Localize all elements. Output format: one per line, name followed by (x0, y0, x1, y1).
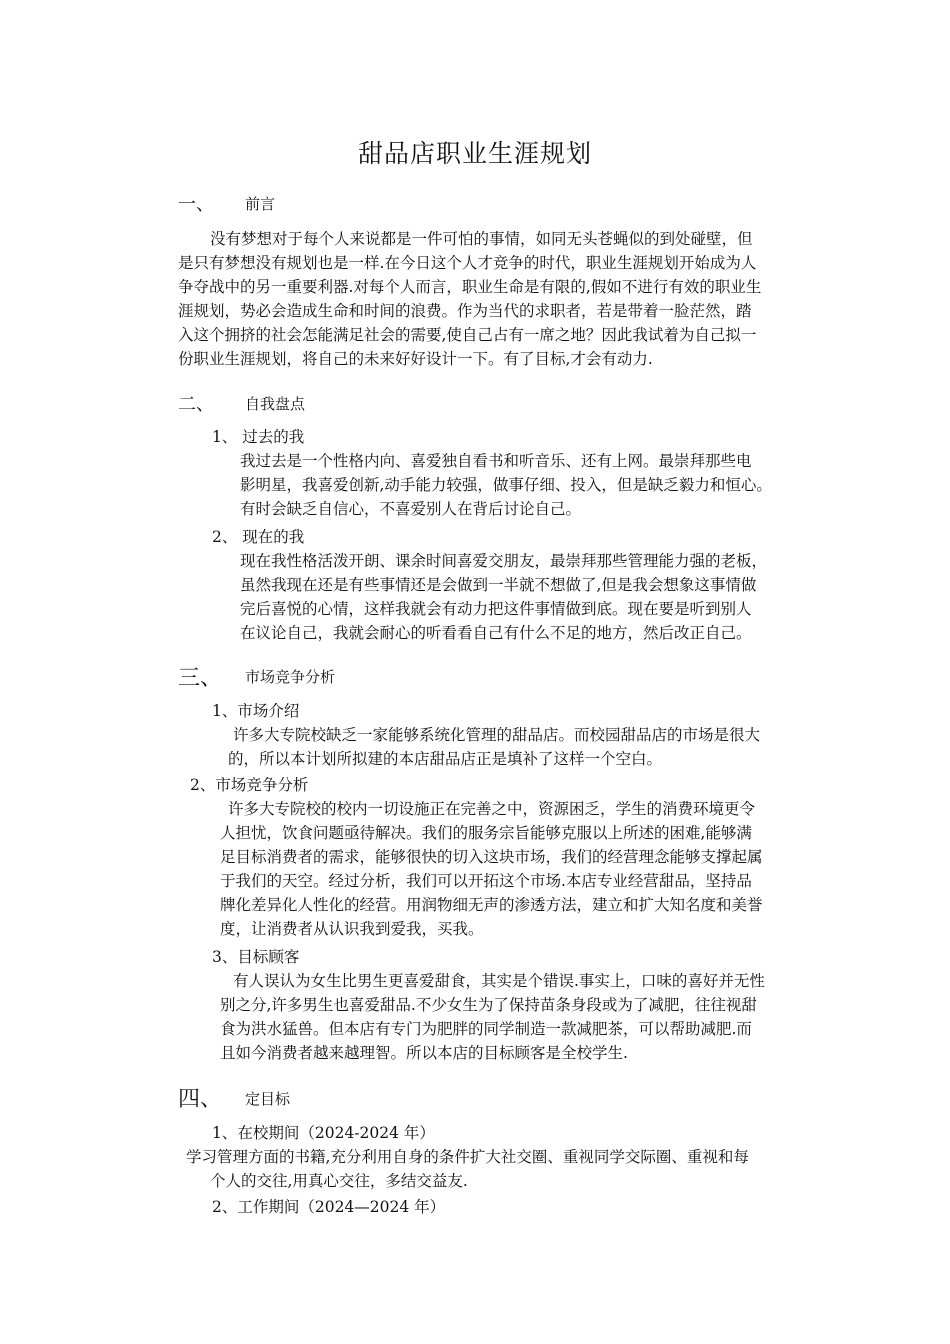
paragraph-line: 别之分,许多男生也喜爱甜品.不少女生为了保持苗条身段或为了减肥，往往视甜 (220, 996, 757, 1014)
paragraph-line: 我过去是一个性格内向、喜爱独自看书和听音乐、还有上网。最崇拜那些电 (240, 452, 752, 470)
paragraph-line: 虽然我现在还是有些事情还是会做到一半就不想做了,但是我会想象这事情做 (240, 576, 757, 594)
paragraph-line: 食为洪水猛兽。但本店有专门为肥胖的同学制造一款减肥茶，可以帮助减肥.而 (220, 1020, 752, 1038)
subsection-label: 1、市场介绍 (212, 702, 300, 720)
paragraph-line: 许多大专院校的校内一切设施正在完善之中，资源困乏，学生的消费环境更令 (228, 800, 756, 818)
paragraph-line: 完后喜悦的心情，这样我就会有动力把这件事情做到底。现在要是听到别人 (240, 600, 752, 618)
paragraph-line: 且如今消费者越来越理智。所以本店的目标顾客是全校学生. (220, 1044, 628, 1062)
paragraph-line: 有人误认为女生比男生更喜爱甜食，其实是个错误.事实上，口味的喜好并无性 (233, 972, 765, 990)
paragraph-line: 涯规划，势必会造成生命和时间的浪费。作为当代的求职者，若是带着一脸茫然，踏 (178, 302, 752, 320)
section-1-number: 一、 (178, 194, 214, 215)
subsection-label: 3、目标顾客 (212, 948, 300, 966)
subsection-label: 2、市场竞争分析 (190, 776, 309, 794)
paragraph-line: 学习管理方面的书籍,充分利用自身的条件扩大社交圈、重视同学交际圈、重视和每 (186, 1148, 749, 1166)
subsection-label: 1、在校期间（2024-2024 年） (212, 1124, 435, 1142)
paragraph-line: 有时会缺乏自信心，不喜爱别人在背后讨论自己。 (240, 500, 582, 518)
paragraph-line: 争夺战中的另一重要利器.对每个人而言，职业生命是有限的,假如不进行有效的职业生 (178, 278, 762, 296)
paragraph-line: 的，所以本计划所拟建的本店甜品店正是填补了这样一个空白。 (228, 750, 663, 768)
subsection-label: 2、工作期间（2024—2024 年） (212, 1198, 446, 1216)
section-3-heading: 市场竞争分析 (245, 668, 336, 686)
paragraph-line: 没有梦想对于每个人来说都是一件可怕的事情，如同无头苍蝇似的到处碰壁，但 (210, 230, 753, 248)
section-2-heading: 自我盘点 (245, 395, 306, 413)
paragraph-line: 人担忧，饮食问题亟待解决。我们的服务宗旨能够克服以上所述的困难,能够满 (220, 824, 752, 842)
paragraph-line: 度，让消费者从认识我到爱我，买我。 (220, 920, 484, 938)
paragraph-line: 牌化差异化人性化的经营。用润物细无声的渗透方法，建立和扩大知名度和美誉 (220, 896, 763, 914)
paragraph-line: 个人的交往,用真心交往，多结交益友. (210, 1172, 468, 1190)
paragraph-line: 是只有梦想没有规划也是一样.在今日这个人才竞争的时代，职业生涯规划开始成为人 (178, 254, 757, 272)
paragraph-line: 影明星，我喜爱创新,动手能力较强，做事仔细、投入，但是缺乏毅力和恒心。 (240, 476, 772, 494)
paragraph-line: 在议论自己，我就会耐心的听看看自己有什么不足的地方，然后改正自己。 (240, 624, 752, 642)
section-4-number: 四、 (178, 1087, 223, 1112)
section-2-number: 二、 (178, 394, 214, 415)
paragraph-line: 许多大专院校缺乏一家能够系统化管理的甜品店。而校园甜品店的市场是很大 (233, 726, 761, 744)
paragraph-line: 份职业生涯规划，将自己的未来好好设计一下。有了目标,才会有动力. (178, 350, 653, 368)
subsection-label: 1、 过去的我 (212, 428, 305, 446)
page-title: 甜品店职业生涯规划 (357, 139, 592, 168)
section-1-heading: 前言 (245, 195, 276, 213)
paragraph-line: 于我们的天空。经过分析，我们可以开拓这个市场.本店专业经营甜品，坚持品 (220, 872, 752, 890)
paragraph-line: 足目标消费者的需求，能够很快的切入这块市场，我们的经营理念能够支撑起属 (220, 848, 763, 866)
paragraph-line: 入这个拥挤的社会怎能满足社会的需要,使自己占有一席之地？因此我试着为自己拟一 (178, 326, 757, 344)
subsection-label: 2、 现在的我 (212, 528, 305, 546)
section-4-heading: 定目标 (245, 1090, 291, 1108)
section-3-number: 三、 (178, 666, 223, 691)
paragraph-line: 现在我性格活泼开朗、课余时间喜爱交朋友，最崇拜那些管理能力强的老板， (240, 552, 768, 570)
